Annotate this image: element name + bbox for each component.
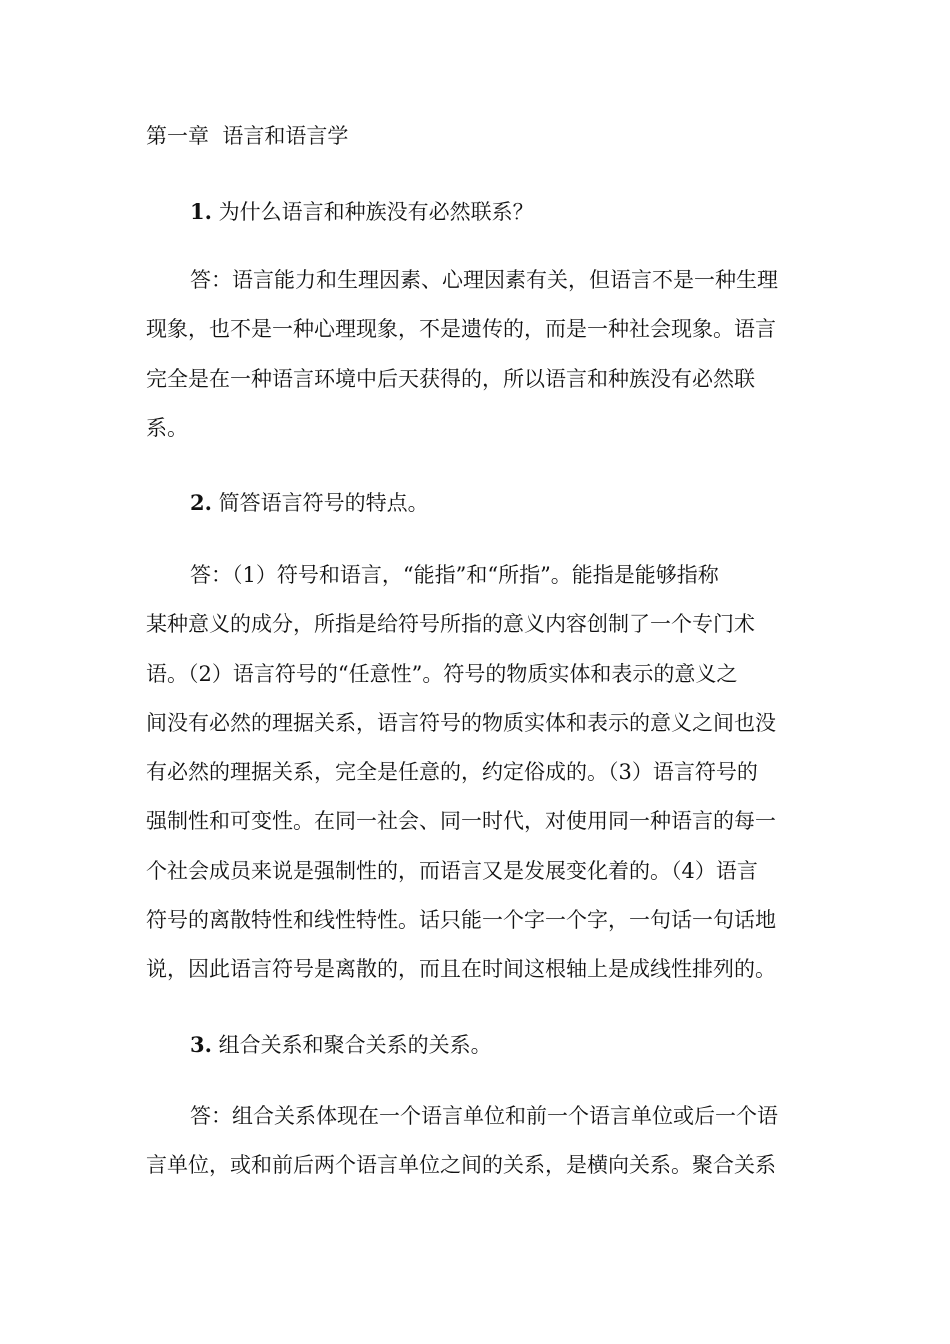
- answer-line: 答：组合关系体现在一个语言单位和前一个语言单位或后一个语: [190, 1104, 778, 1128]
- answer-line: 言单位，或和前后两个语言单位之间的关系，是横向关系。聚合关系: [146, 1153, 776, 1178]
- question-number: 1.: [190, 199, 212, 224]
- answer-line: 完全是在一种语言环境中后天获得的，所以语言和种族没有必然联: [146, 366, 755, 391]
- answer-line: 强制性和可变性。在同一社会、同一时代，对使用同一种语言的每一: [146, 809, 776, 834]
- answer-line: 个社会成员来说是强制性的，而语言又是发展变化着的。（4）语言: [146, 858, 758, 883]
- question-heading: [190, 1027, 492, 1063]
- question-text: 简答语言符号的特点。: [218, 491, 429, 515]
- answer-line: 语。（2）语言符号的“任意性”。符号的物质实体和表示的意义之: [146, 661, 738, 686]
- answer-line: 间没有必然的理据关系，语言符号的物质实体和表示的意义之间也没: [146, 710, 776, 735]
- question-text: 组合关系和聚合关系的关系。: [218, 1033, 492, 1057]
- answer-line: 答：语言能力和生理因素、心理因素有关，但语言不是一种生理: [190, 268, 778, 292]
- answer-line: 现象，也不是一种心理现象，不是遗传的，而是一种社会现象。语言: [146, 317, 776, 342]
- question-heading: [190, 194, 534, 230]
- answer-line: 有必然的理据关系，完全是任意的，约定俗成的。（3）语言符号的: [146, 760, 758, 785]
- answer-line: 系。: [146, 415, 188, 440]
- chapter-title: 第一章 语言和语言学: [146, 124, 349, 148]
- answer-line: 某种意义的成分，所指是给符号所指的意义内容创制了一个专门术: [146, 612, 755, 637]
- question-number: 2.: [190, 490, 212, 515]
- answer-line: 符号的离散特性和线性特性。话只能一个字一个字，一句话一句话地: [146, 908, 776, 933]
- question-heading: [190, 485, 429, 521]
- answer-paragraph: [146, 256, 810, 453]
- answer-line: 说，因此语言符号是离散的，而且在时间这根轴上是成线性排列的。: [146, 957, 776, 982]
- answer-paragraph: [146, 551, 810, 995]
- answer-paragraph: [146, 1092, 810, 1191]
- question-number: 3.: [190, 1032, 212, 1057]
- answer-line: 答：（1）符号和语言，“能指”和“所指”。能指是能够指称: [190, 563, 719, 587]
- question-text: 为什么语言和种族没有必然联系？: [218, 200, 534, 224]
